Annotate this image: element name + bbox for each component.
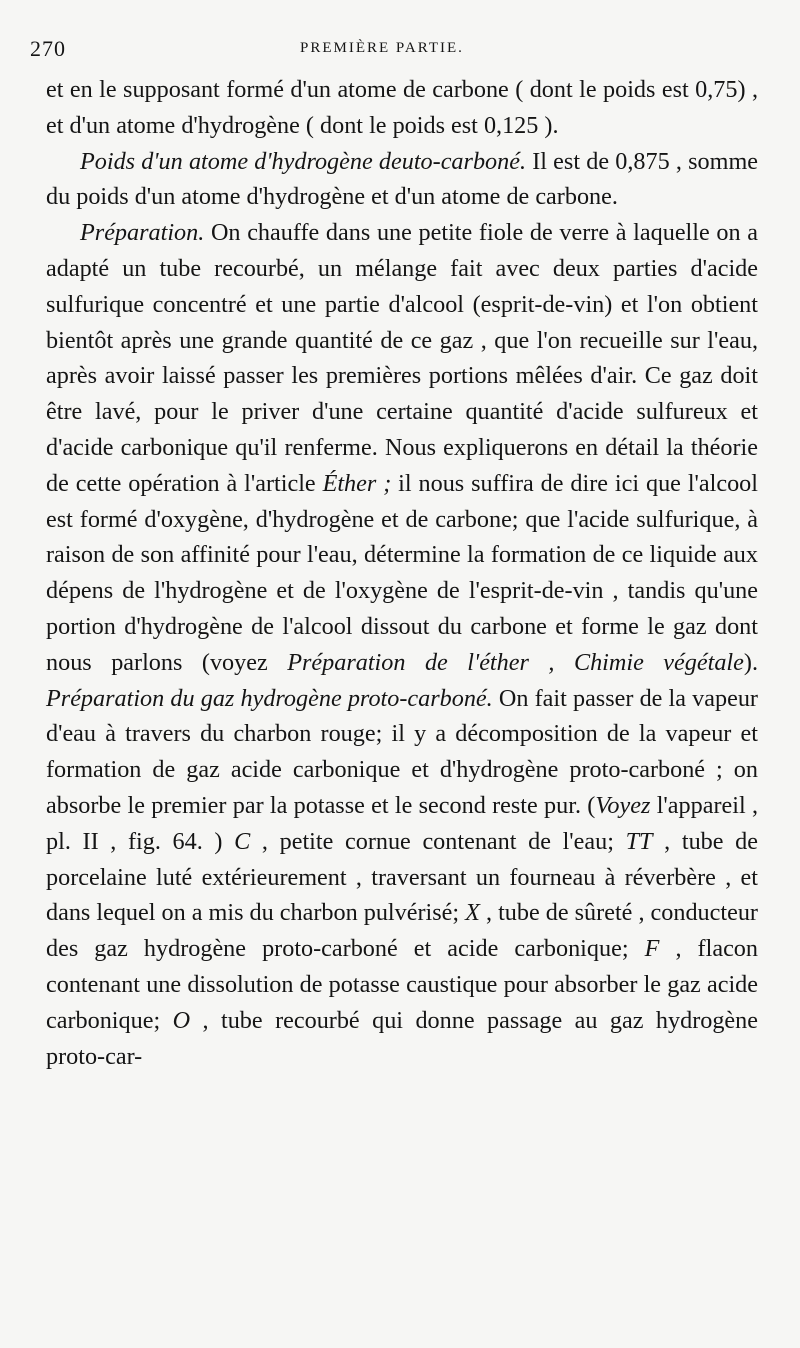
body-text: [46, 72, 758, 1074]
italic-text-run: O: [172, 1006, 191, 1034]
section-title: PREMIÈRE PARTIE.: [300, 40, 464, 56]
paragraph: [46, 215, 758, 1074]
italic-text-run: Poids d'un atome d'hydrogène deuto-carboné.: [80, 147, 527, 175]
text-run: et en le supposant formé d'un atome de carbone ( dont le poids est 0,75) , et d'un atome d'hydrogène ( dont le poids est 0,125 ).: [46, 76, 758, 139]
italic-text-run: Préparation du gaz hydrogène proto-carboné.: [46, 684, 493, 712]
text-run: il nous suffira de dire ici que l'alcool est formé d'oxygène, d'hydrogène et de carbone; que l'acide sulfurique, à raison de son affinité pour l'eau, détermine la formation de ce liquide aux dépens de l'hydrogène et de l'oxygène de l'esprit-de-vin , tandis qu'une portion d'hydrogène de l'alcool dissout du carbone et forme le gaz dont nous parlons (voyez: [46, 469, 758, 676]
italic-text-run: C: [234, 827, 251, 855]
text-run: On fait passer de la vapeur d'eau à travers du charbon rouge; il y a décomposition de la vapeur et formation de gaz acide carbonique et d'hydrogène proto-carboné ; on absorbe le premier par la potasse et le second reste pur. (: [46, 684, 758, 819]
italic-text-run: Préparation.: [80, 219, 205, 247]
italic-text-run: TT: [625, 827, 653, 855]
italic-text-run: Préparation de l'éther , Chimie végétale: [287, 648, 744, 676]
text-run: , petite cornue contenant de l'eau;: [250, 827, 626, 855]
italic-text-run: Éther ;: [322, 469, 392, 497]
text-run: On chauffe dans une petite fiole de verre à laquelle on a adapté un tube recourbé, un mélange fait avec deux parties d'acide sulfurique concentré et une partie d'alcool (esprit-de-vin) et l'on obtient bientôt après une grande quantité de ce gaz , que l'on recueille sur l'eau, après avoir laissé passer les premières portions mêlées d'air. Ce gaz doit être lavé, pour le priver d'une certaine quantité d'acide sulfureux et d'acide carbonique qu'il renferme. Nous expliquerons en détail la théorie de cette opération à l'article: [46, 219, 758, 497]
italic-text-run: Voyez: [595, 791, 651, 819]
text-run: , tube de porcelaine luté extérieurement , traversant un fourneau à réverbère , et dans lequel on a mis du charbon pulvérisé;: [46, 827, 758, 927]
italic-text-run: X: [465, 899, 480, 927]
text-run: , tube recourbé qui donne passage au gaz hydrogène proto-car-: [46, 1006, 758, 1070]
italic-text-run: F: [644, 935, 660, 963]
text-run: ).: [743, 648, 758, 676]
text-run: Il est de 0,875 , somme du poids d'un atome d'hydrogène et d'un atome de carbone.: [46, 147, 759, 211]
text-run: , tube de sûreté , conducteur des gaz hydrogène proto-carboné et acide carbonique;: [46, 899, 758, 963]
running-head: [30, 36, 770, 61]
page-number: 270: [30, 36, 66, 61]
text-run: l'appareil , pl. II , fig. 64. ): [46, 791, 759, 855]
text-run: , flacon contenant une dissolution de potasse caustique pour absorber le gaz acide carbonique;: [46, 935, 758, 1034]
paragraph: [46, 72, 758, 144]
paragraph: [46, 144, 758, 216]
